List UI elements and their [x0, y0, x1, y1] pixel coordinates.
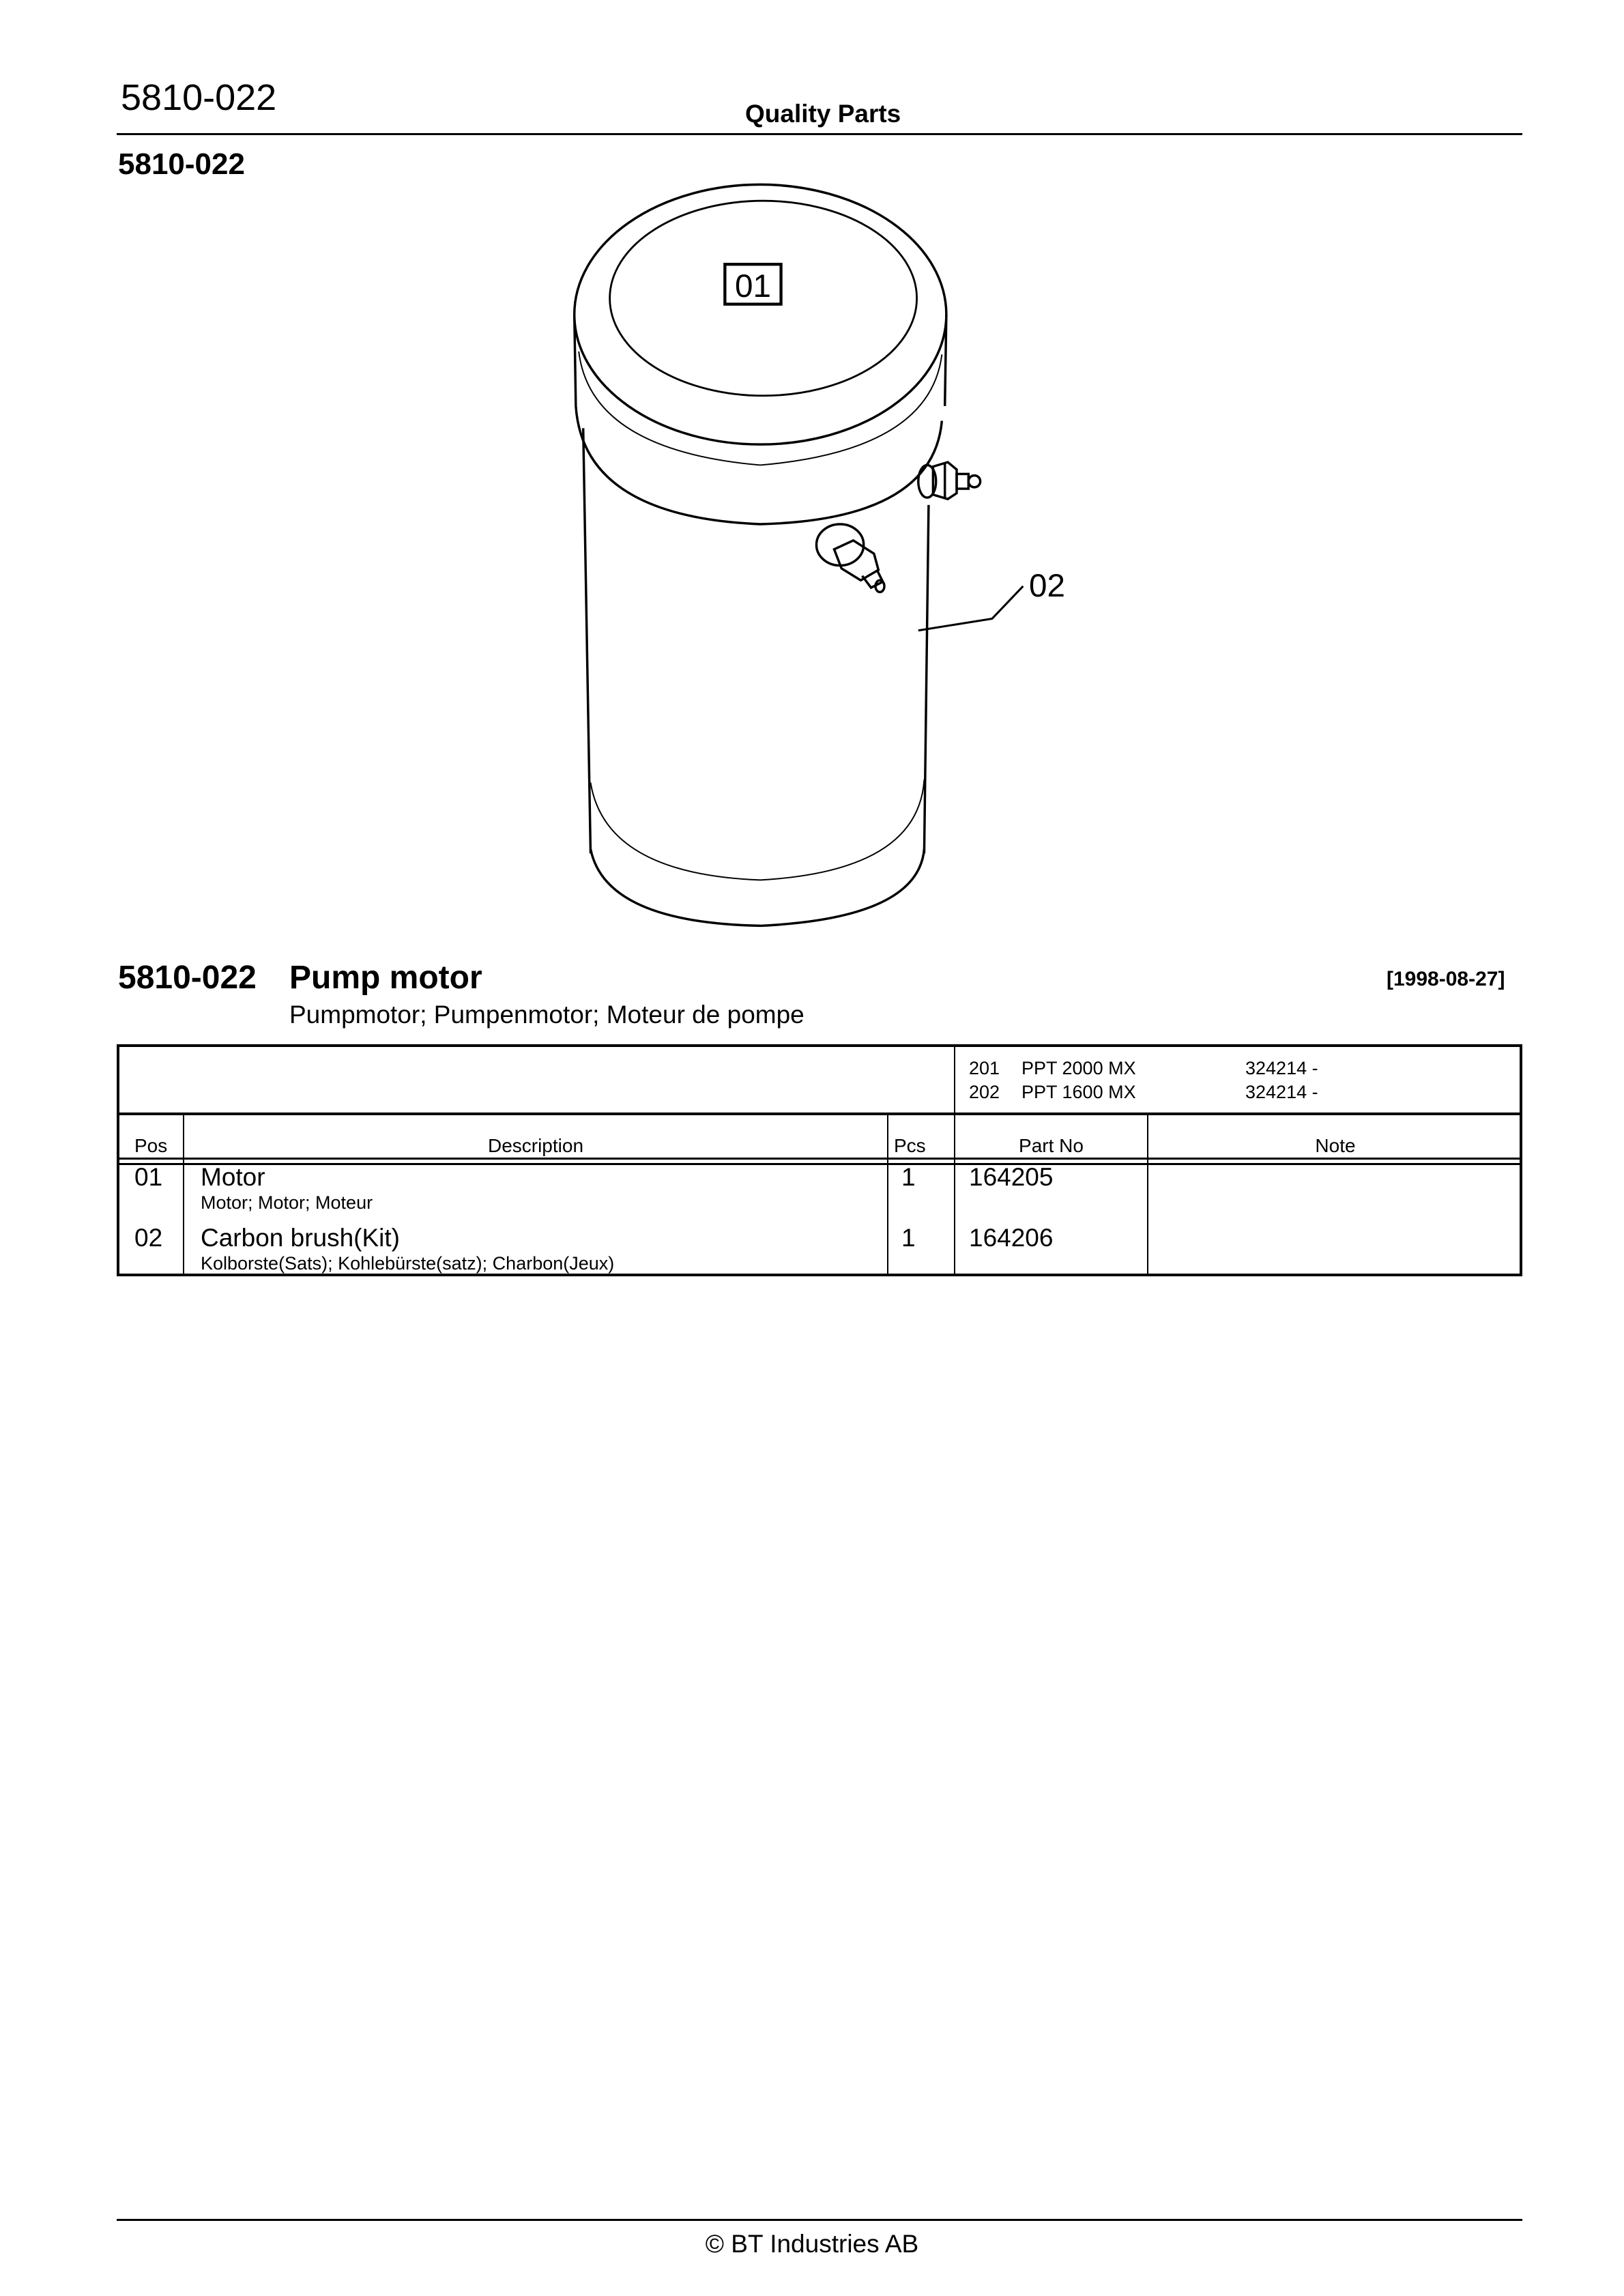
col-header-part-no: Part No	[1019, 1135, 1084, 1156]
brand-line: Quality Parts	[745, 100, 901, 128]
parts-table	[117, 1044, 1522, 1276]
col-header-pos: Pos	[134, 1135, 168, 1156]
row-pcs: 1	[901, 1224, 916, 1252]
revision-date: [1998-08-27]	[1387, 968, 1505, 990]
title-translations: Pumpmotor; Pumpenmotor; Moteur de pompe	[289, 1001, 804, 1029]
col-header-note: Note	[1315, 1135, 1356, 1156]
divider	[119, 1163, 1520, 1165]
model-code: 202	[969, 1082, 1000, 1102]
model-code: 201	[969, 1058, 1000, 1078]
divider	[119, 1158, 1520, 1160]
row-pos: 02	[134, 1224, 163, 1252]
model-serial: 324214 -	[1245, 1058, 1318, 1078]
col-line	[887, 1115, 888, 1274]
row-translations: Kolborste(Sats); Kohlebürste(satz); Charbon(Jeux)	[201, 1253, 615, 1274]
footer-copyright: © BT Industries AB	[705, 2230, 919, 2258]
model-serial: 324214 -	[1245, 1082, 1318, 1102]
divider	[119, 1113, 1520, 1115]
part-group-title: Pump motor	[289, 960, 482, 996]
row-description: Carbon brush(Kit)	[201, 1224, 401, 1252]
footer-rule	[117, 2219, 1522, 2221]
document-number: 5810-022	[121, 77, 277, 118]
row-description: Motor	[201, 1163, 265, 1191]
callout-02: 02	[1029, 567, 1065, 604]
section-number: 5810-022	[118, 147, 245, 181]
part-group-number: 5810-022	[118, 960, 257, 996]
model-name: PPT 1600 MX	[1021, 1082, 1136, 1102]
row-pos: 01	[134, 1163, 163, 1191]
row-part-no: 164206	[969, 1224, 1054, 1252]
callout-01: 01	[735, 268, 771, 304]
col-header-description: Description	[487, 1135, 584, 1156]
row-translations: Motor; Motor; Moteur	[201, 1192, 373, 1213]
col-header-pcs: Pcs	[894, 1135, 926, 1156]
row-pcs: 1	[901, 1163, 916, 1191]
model-name: PPT 2000 MX	[1021, 1058, 1136, 1078]
row-part-no: 164205	[969, 1163, 1054, 1191]
model-divider	[954, 1047, 955, 1114]
